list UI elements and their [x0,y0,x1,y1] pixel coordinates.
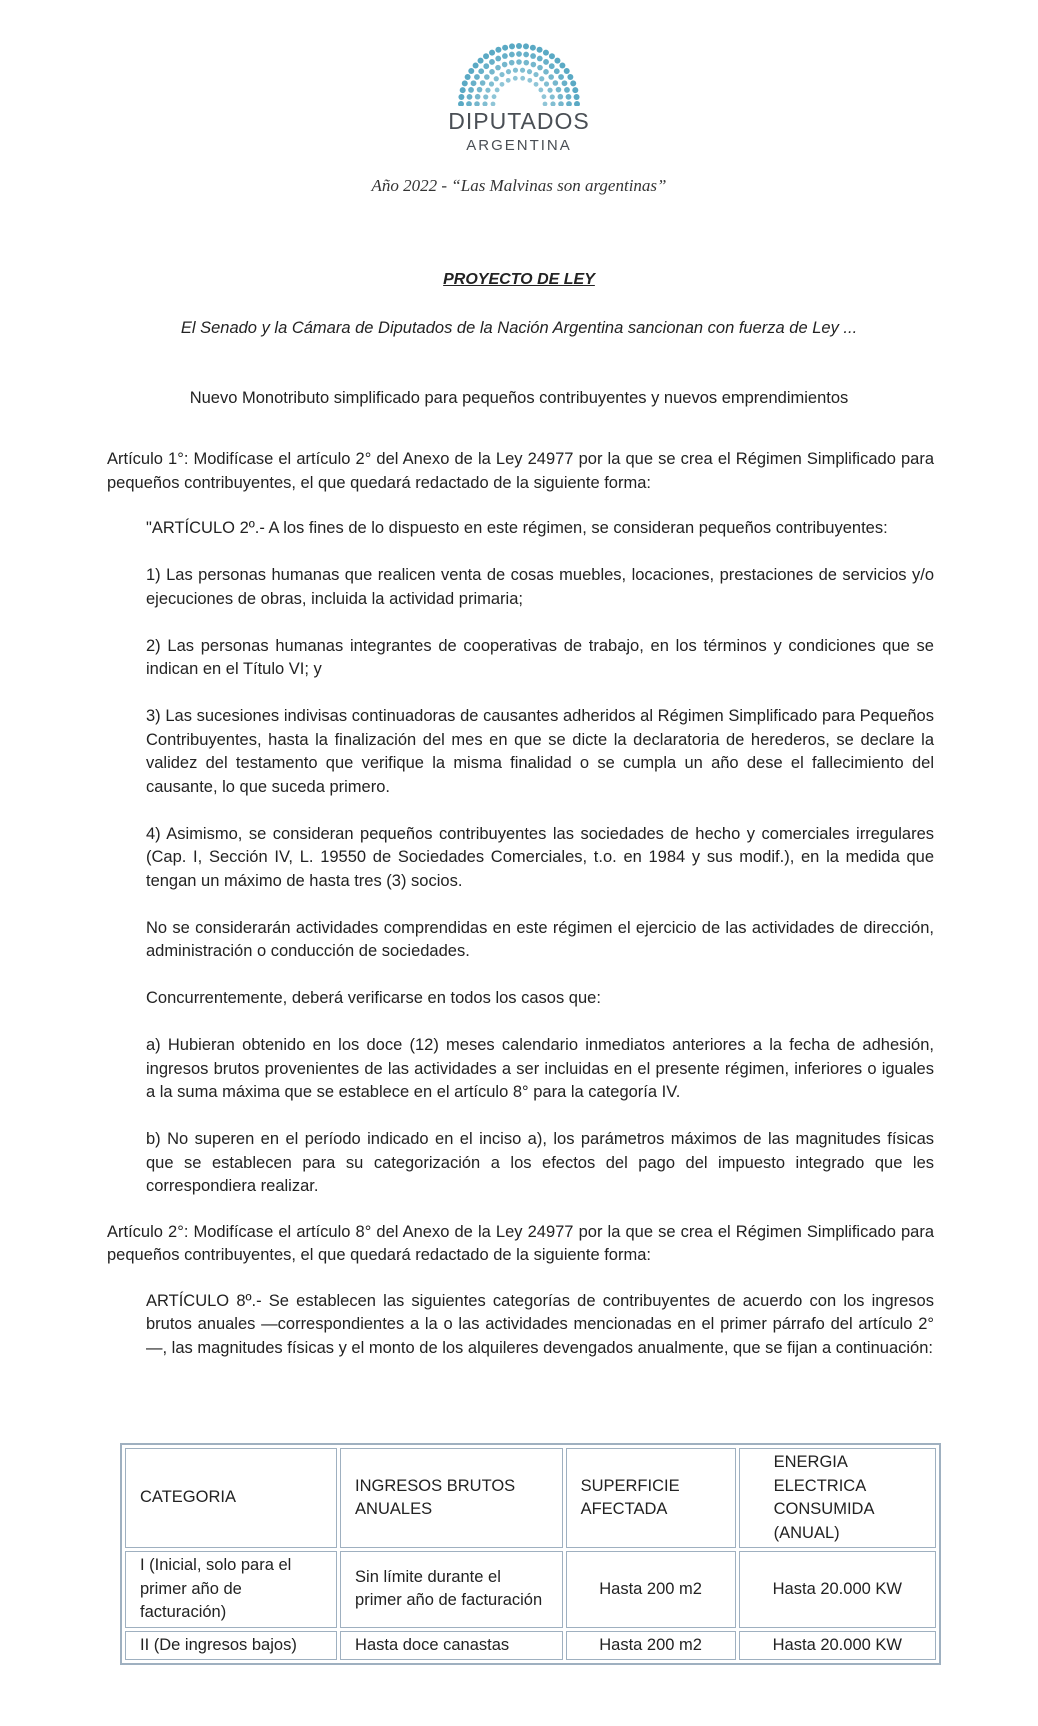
dome-dot [558,74,564,80]
dome-dot [572,87,578,93]
dome-dot [478,68,484,74]
dome-dot [458,94,464,100]
dome-dot [468,68,474,74]
dome-dot [482,101,487,106]
dome-dot [491,102,496,106]
categories-table [120,1443,941,1665]
article-2: Artículo 2°: Modifícase el artículo 8° del Anexo de la Ley 24977 por la que se crea el Régimen Simplificado para pequeños contribuyentes, el que quedará redactado de la siguiente forma: [107,1222,934,1264]
dome-dot [466,101,472,106]
table-cell: Hasta 20.000 KW [739,1631,936,1661]
dome-dot [520,76,525,81]
dome-dot [537,56,543,62]
dome-dot [527,69,532,74]
dome-dot [543,69,549,75]
table-cell: Hasta 200 m2 [566,1551,736,1628]
dome-dot [543,50,549,56]
concurrent-paragraph: Concurrentemente, deberá verificarse en todos los casos que: [146,989,601,1007]
dome-dot [549,53,555,59]
dome-dot [473,63,479,69]
dome-dot [467,94,473,100]
table-cell: II (De ingresos bajos) [125,1631,337,1661]
list-item: 4) Asimismo, se consideran pequeños contribuyentes las sociedades de hecho y comerciales irregulares (Cap. I, Sección IV, L. 19550 de Sociedades Comerciales, t.o. en 1984 y sus modif.), en la medida que tengan un máximo de hasta tres (3) socios. [146,824,934,890]
dome-dot [509,52,515,58]
dome-dot [533,72,538,77]
dome-dot [554,58,560,64]
dome-dot [564,87,570,93]
dome-dot [509,60,515,66]
header-logo [0,40,1038,154]
dome-dot [537,47,543,53]
list-item: 2) Las personas humanas integrantes de cooperativas de trabajo, en los términos y condiciones que se indican en el Título VI; y [146,636,934,678]
dome-dot [556,87,562,93]
dome-dot [495,88,500,93]
condition-b: b) No superen en el período indicado en el inciso a), los parámetros máximos de las magnitudes físicas que se establecen para su categorización a los efectos del pago del impuesto integrado que les correspondiera realizar. [146,1130,934,1195]
table-cell: Sin límite durante el primer año de facturación [340,1551,563,1628]
table-cell: I (Inicial, solo para el primer año de facturación) [125,1551,337,1628]
dome-dot [475,94,481,100]
article-2-intro: "ARTÍCULO 2º.- A los fines de lo dispuesto en este régimen, se consideran pequeños contribuyentes: [146,519,888,537]
dome-dot [480,80,486,86]
dome-dot [520,68,525,73]
dome-dot [489,59,495,65]
dome-dot [495,47,501,53]
dome-dot [547,88,552,93]
dome-dot [527,78,532,83]
dome-dot [550,94,555,99]
dome-dot [516,43,522,49]
dome-dot [478,58,484,64]
dome-dot [570,80,576,86]
table-header-row [125,1448,936,1548]
dome-dot [458,101,464,106]
dome-dot [506,78,511,83]
dome-dot [500,82,505,87]
year-motto: Año 2022 - “Las Malvinas son argentinas” [371,176,667,195]
dome-dot [509,43,515,49]
dome-dot [483,53,489,59]
dome-dot [483,94,488,99]
dome-dot [530,53,536,59]
dome-dot [474,74,480,80]
dome-dot [531,62,537,68]
dome-dot [506,69,511,74]
dome-dot [495,56,501,62]
dome-dot [465,74,471,80]
dome-dot [543,59,549,65]
article-1: Artículo 1°: Modifícase el artículo 2° del Anexo de la Ley 24977 por la que se crea el Régimen Simplificado para pequeños contribuyentes, el que quedará redactado de la siguiente forma: [107,450,934,492]
document-body [107,448,934,1360]
list-item: 3) Las sucesiones indivisas continuadoras de causantes adheridos al Régimen Simplificado para Pequeños Contribuyentes, hasta la finalización del mes en que se dicte la declaratoria de herederos, se declare la validez del testamento que verifique la misma finalidad o se cumpla un año dese el fallecimiento del causante, lo que suceda primero. [146,707,934,796]
column-header: CATEGORIA [125,1448,337,1548]
dome-dot [537,65,543,71]
logo-name: DIPUTADOS [448,108,590,134]
dome-dot [489,81,494,86]
column-header: INGRESOS BRUTOS ANUALES [340,1448,563,1548]
dome-dot [542,94,547,99]
document-title: PROYECTO DE LEY [443,271,595,288]
dome-dot [523,52,529,58]
dome-dot [492,94,497,99]
dome-dot [462,80,468,86]
dome-dot [502,53,508,59]
dome-dot [539,76,544,81]
dome-dot [544,81,549,86]
dome-dot [567,74,573,80]
column-header: ENERGIA ELECTRICA CONSUMIDA (ANUAL) [739,1448,936,1548]
dome-dot [502,62,508,68]
dome-dot [574,94,580,100]
dome-dot [499,72,504,77]
dome-dot [523,60,529,66]
article-2-text [146,517,934,1199]
dome-dot [513,76,518,81]
dome-dot [494,76,499,81]
article-8-intro: ARTÍCULO 8º.- Se establecen las siguientes categorías de contribuyentes de acuerdo con los ingresos brutos anuales —correspondientes a la o las actividades mencionadas en el primer párrafo del artículo 2°—, las magnitudes físicas y el monto de los alquileres devengados anualmente, que se fijan a continuación: [146,1291,934,1357]
table-cell: Hasta 20.000 KW [739,1551,936,1628]
dome-dot [574,101,580,106]
dome-dot [530,45,536,51]
dome-dot [558,94,564,100]
dome-dot [543,102,548,106]
dome-dot [564,68,570,74]
dome-dot [550,101,555,106]
dome-dot [548,74,554,80]
table-cell: Hasta doce canastas [340,1631,563,1661]
congress-dome-icon [449,40,589,106]
dome-dot [489,50,495,56]
dome-dot [523,43,529,49]
dome-dot [484,74,490,80]
dome-dot [566,101,572,106]
dome-dot [460,87,466,93]
dome-dot [553,80,559,86]
dome-dot [468,87,474,93]
dome-dot [559,63,565,69]
table-row [125,1551,936,1628]
dome-dot [495,65,501,71]
law-subject: Nuevo Monotributo simplificado para pequeños contribuyentes y nuevos emprendimientos [189,389,849,407]
dome-dot [558,101,564,106]
enacting-clause: El Senado y la Cámara de Diputados de la Nación Argentina sancionan con fuerza de Ley ... [180,319,858,337]
dome-dot [489,69,495,75]
dome-dot [516,51,522,57]
list-item: 1) Las personas humanas que realicen venta de cosas muebles, locaciones, prestaciones de servicios y/o ejecuciones de obras, incluida la actividad primaria; [146,566,934,608]
dome-dot [554,68,560,74]
dome-dot [483,63,489,69]
dome-dot [474,101,480,106]
condition-a: a) Hubieran obtenido en los doce (12) meses calendario inmediatos anteriores a la fecha de adhesión, ingresos brutos provenientes de las actividades a ser incluidas en el presente régimen, inferiores o iguales a la suma máxima que se establece en el artículo 8° para la categoría IV. [146,1036,934,1101]
dome-dot [513,68,518,73]
dome-dot [566,94,572,100]
dome-dot [471,80,477,86]
exclusion-paragraph: No se considerarán actividades comprendidas en este régimen el ejercicio de las actividades de dirección, administración o conducción de sociedades. [146,918,934,960]
dome-dot [534,82,539,87]
dome-dot [562,80,568,86]
table-cell: Hasta 200 m2 [566,1631,736,1661]
dome-dot [485,88,490,93]
dome-dot [516,59,522,65]
article-8-text [146,1290,934,1361]
dome-dot [502,45,508,51]
table-row [125,1631,936,1661]
dome-dot [538,88,543,93]
dome-dot [549,63,555,69]
logo-subtitle: ARGENTINA [466,137,572,154]
column-header: SUPERFICIE AFECTADA [566,1448,736,1548]
dome-dot [477,87,483,93]
